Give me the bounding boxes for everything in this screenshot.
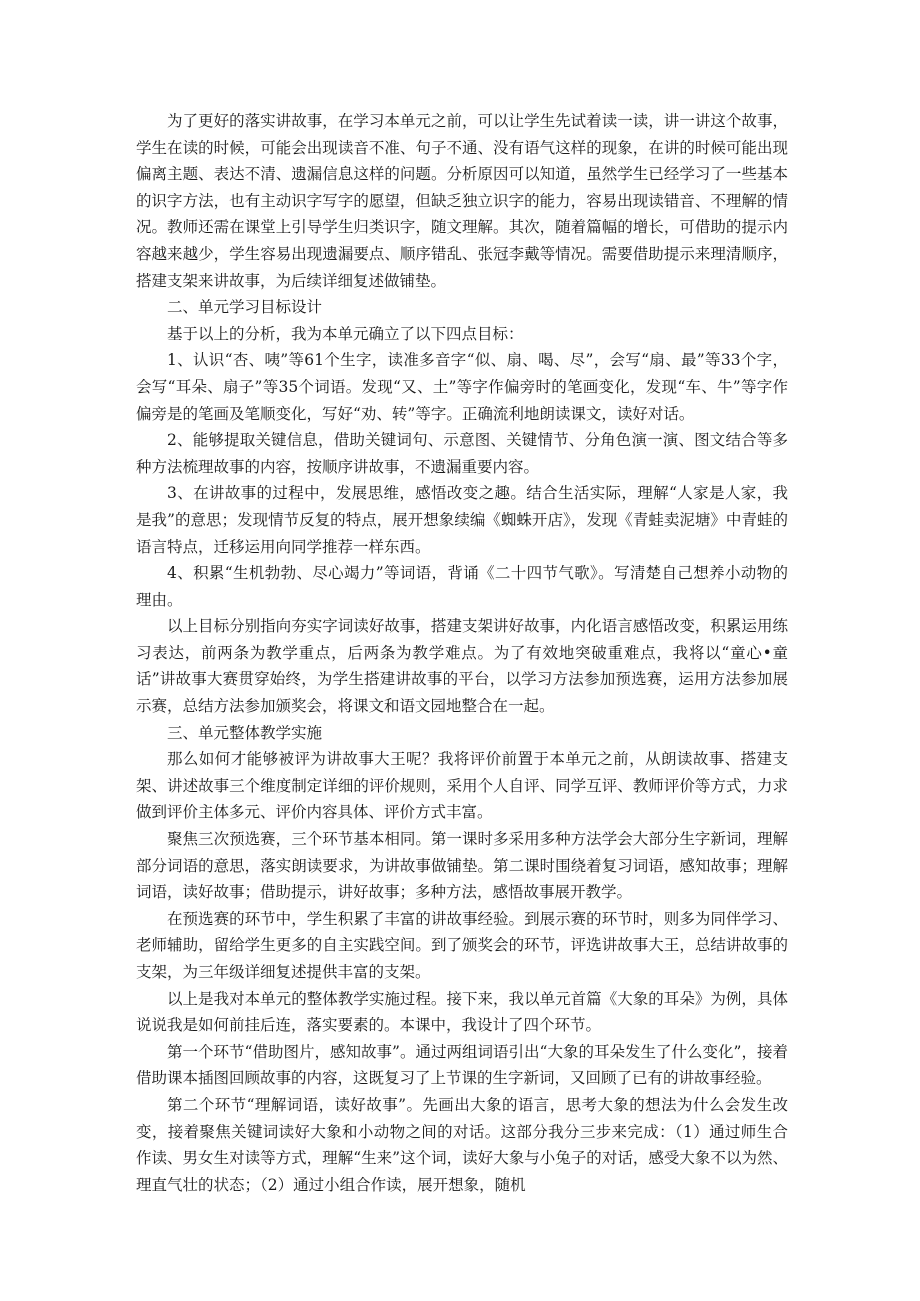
paragraph-goals-summary: 以上目标分别指向夯实字词读好故事，搭建支架讲好故事，内化语言感悟改变，积累运用练习表达，前两条为教学重点，后两条为教学难点。为了有效地突破重难点，我将以“童心•童话”讲故事大赛贯穿始终，为学生搭建讲故事的平台，以学习方法参加预选赛，运用方法参加展示赛，总结方法参加颁奖会，将课文和语文园地整合在一起。 [136,617,788,716]
paragraph-step-1: 第一个环节“借助图片，感知故事”。通过两组词语引出“大象的耳朵发生了什么变化”，接着借助课本插图回顾故事的内容，这既复习了上节课的生字新词，又回顾了已有的讲故事经验。 [136,1042,788,1088]
document-body [136,108,788,1198]
paragraph-goal-1: 1、认识“杏、咦”等61个生字，读准多音字“似、扇、喝、尽”，会写“扇、最”等33个字，会写“耳朵、扇子”等35个词语。发现“又、土”等字作偏旁时的笔画变化，发现“车、牛”等字作偏旁是的笔画及笔顺变化，写好“劝、转”等字。正确流利地朗读课文，读好对话。 [136,351,788,423]
paragraph-goal-2: 2、能够提取关键信息，借助关键词句、示意图、关键情节、分角色演一演、图文结合等多种方法梳理故事的内容，按顺序讲故事，不遗漏重要内容。 [136,431,788,476]
paragraph-evaluation: 那么如何才能够被评为讲故事大王呢？我将评价前置于本单元之前，从朗读故事、搭建支架、讲述故事三个维度制定详细的评价规则，采用个人自评、同学互评、教师评价等方式，力求做到评价主体多元、评价内容具体、评价方式丰富。 [136,750,788,822]
section-heading-goals: 二、单元学习目标设计 [167,298,323,317]
paragraph-example-intro: 以上是我对本单元的整体教学实施过程。接下来，我以单元首篇《大象的耳朵》为例，具体说说我是如何前挂后连，落实要素的。本课中，我设计了四个环节。 [136,989,788,1035]
paragraph-preliminaries: 聚焦三次预选赛，三个环节基本相同。第一课时多采用多种方法学会大部分生字新词，理解部分词语的意思，落实朗读要求，为讲故事做铺垫。第二课时围绕着复习词语，感知故事；理解词语，读好故事；借助提示，讲好故事；多种方法，感悟故事展开教学。 [136,830,788,902]
section-heading-implementation: 三、单元整体教学实施 [167,723,323,742]
paragraph-step-2: 第二个环节“理解词语，读好故事”。先画出大象的语言，思考大象的想法为什么会发生改变，接着聚焦关键词读好大象和小动物之间的对话。这部分我分三步来完成：（1）通过师生合作读、男女生对读等方式，理解“生来”这个词，读好大象与小兔子的对话，感受大象不以为然、理直气壮的状态；（2）通过小组合作读，展开想象，随机 [136,1095,788,1194]
paragraph-goals-intro: 基于以上的分析，我为本单元确立了以下四点目标： [167,324,524,343]
paragraph-goal-3: 3、在讲故事的过程中，发展思维，感悟改变之趣。结合生活实际，理解“人家是人家，我是我”的意思；发现情节反复的特点，展开想象续编《蜘蛛开店》，发现《青蛙卖泥塘》中青蛙的语言特点，迁移运用向同学推荐一样东西。 [136,484,788,556]
paragraph-goal-4: 4、积累“生机勃勃、尽心竭力”等词语，背诵《二十四节气歌》。写清楚自己想养小动物的理由。 [136,564,788,609]
paragraph-showcase: 在预选赛的环节中，学生积累了丰富的讲故事经验。到展示赛的环节时，则多为同伴学习、老师辅助，留给学生更多的自主实践空间。到了颁奖会的环节，评选讲故事大王，总结讲故事的支架，为三年级详细复述提供丰富的支架。 [136,909,788,981]
paragraph-analysis: 为了更好的落实讲故事，在学习本单元之前，可以让学生先试着读一读，讲一讲这个故事，学生在读的时候，可能会出现读音不准、句子不通、没有语气这样的现象，在讲的时候可能出现偏离主题、表达不清、遗漏信息这样的问题。分析原因可以知道，虽然学生已经学习了一些基本的识字方法，也有主动识字写字的愿望，但缺乏独立识字的能力，容易出现读错音、不理解的情况。教师还需在课堂上引导学生归类识字，随文理解。其次，随着篇幅的增长，可借助的提示内容越来越少，学生容易出现遗漏要点、顺序错乱、张冠李戴等情况。需要借助提示来理清顺序，搭建支架来讲故事，为后续详细复述做铺垫。 [136,112,788,290]
